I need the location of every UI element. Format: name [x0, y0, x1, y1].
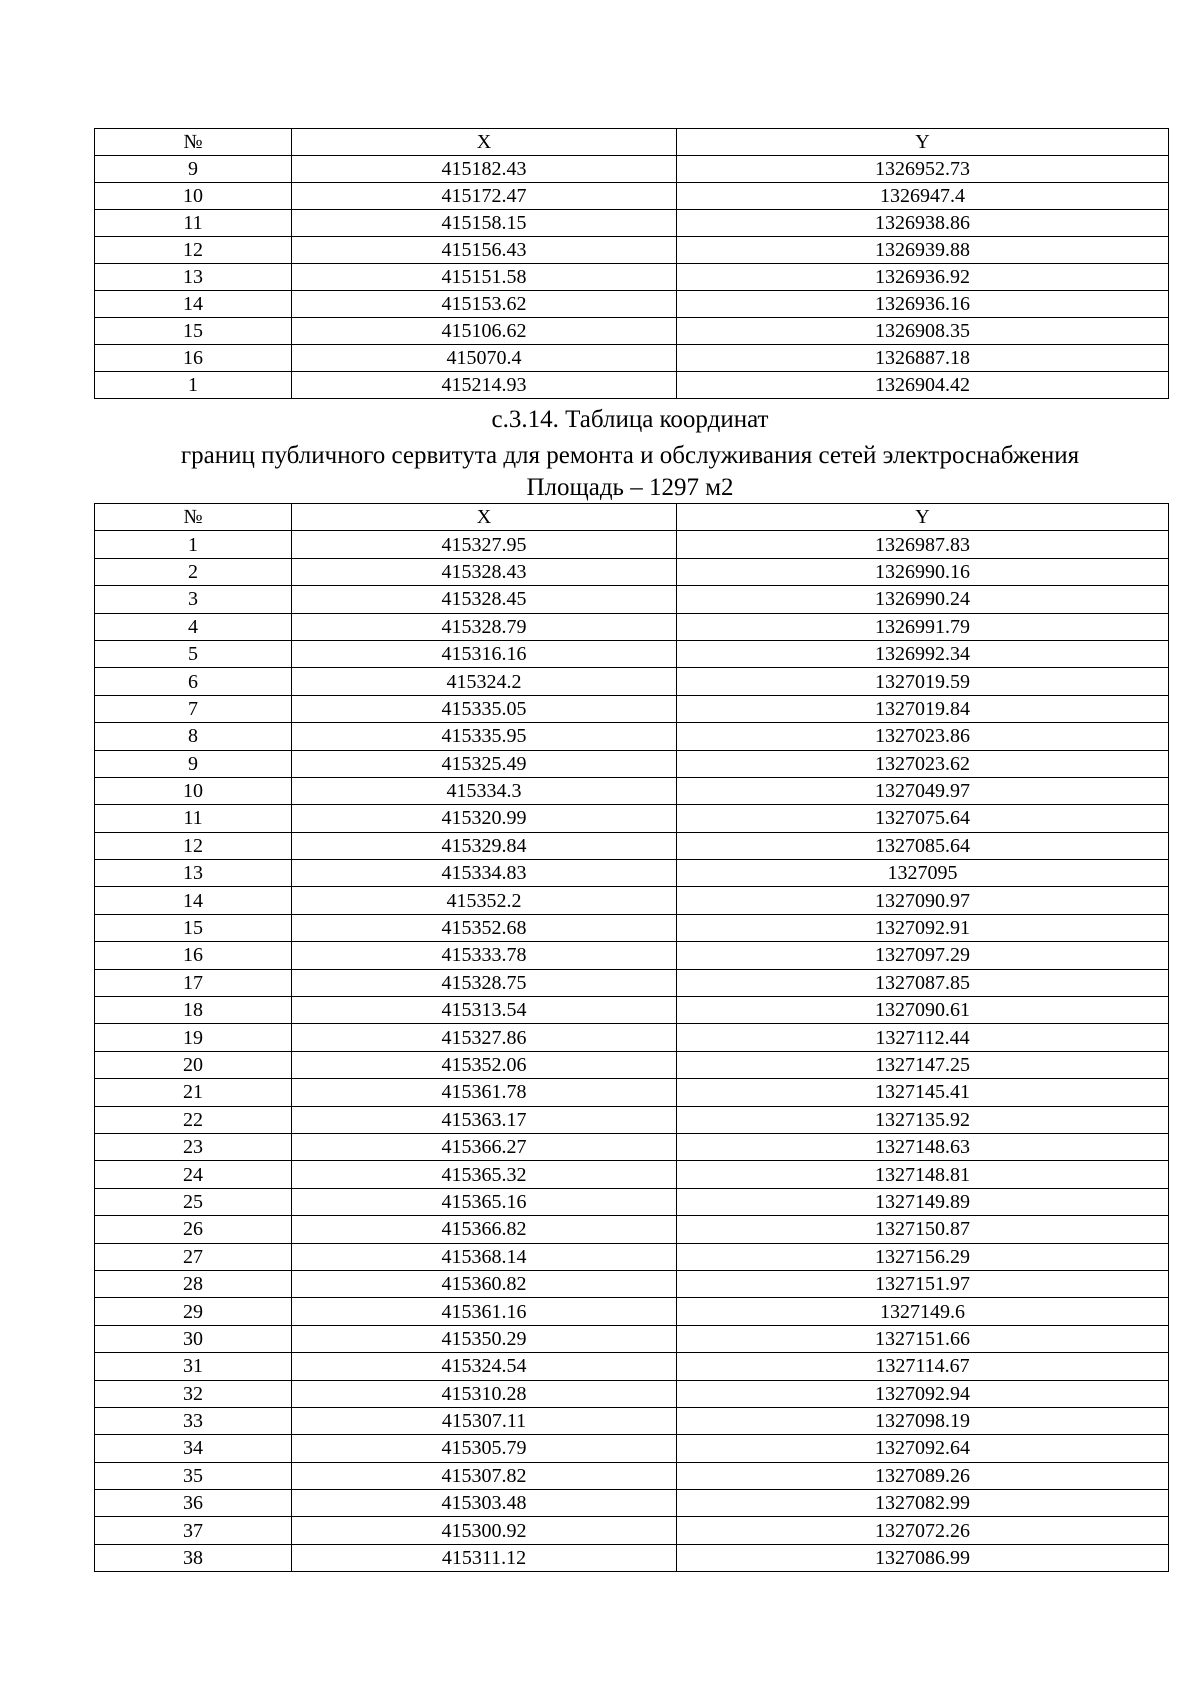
x-coordinate-cell: 415329.84 — [292, 832, 677, 859]
point-number-cell: 22 — [95, 1106, 292, 1133]
table-row — [95, 1106, 1169, 1133]
point-number-cell: 27 — [95, 1243, 292, 1270]
x-coordinate-cell: 415365.32 — [292, 1161, 677, 1188]
point-number-cell: 1 — [95, 531, 292, 558]
point-number-cell: 9 — [95, 156, 292, 183]
table-row — [95, 832, 1169, 859]
table-row — [95, 613, 1169, 640]
y-coordinate-cell: 1327098.19 — [677, 1407, 1169, 1434]
y-coordinate-cell: 1327148.63 — [677, 1133, 1169, 1160]
table-body — [95, 156, 1169, 399]
y-coordinate-cell: 1327147.25 — [677, 1051, 1169, 1078]
x-coordinate-cell: 415182.43 — [292, 156, 677, 183]
x-coordinate-cell: 415328.45 — [292, 586, 677, 613]
y-coordinate-cell: 1327089.26 — [677, 1462, 1169, 1489]
table-row — [95, 942, 1169, 969]
point-number-cell: 23 — [95, 1133, 292, 1160]
x-coordinate-cell: 415324.2 — [292, 668, 677, 695]
y-coordinate-cell: 1327135.92 — [677, 1106, 1169, 1133]
point-number-cell: 13 — [95, 264, 292, 291]
point-number-cell: 3 — [95, 586, 292, 613]
y-coordinate-cell: 1327019.84 — [677, 695, 1169, 722]
y-coordinate-cell: 1327092.94 — [677, 1380, 1169, 1407]
coordinates-table — [94, 503, 1169, 1572]
y-coordinate-cell: 1327149.89 — [677, 1188, 1169, 1215]
point-number-cell: 20 — [95, 1051, 292, 1078]
y-coordinate-cell: 1327087.85 — [677, 969, 1169, 996]
x-coordinate-cell: 415316.16 — [292, 640, 677, 667]
header-number: № — [95, 504, 292, 531]
table-row — [95, 586, 1169, 613]
point-number-cell: 7 — [95, 695, 292, 722]
table-row — [95, 210, 1169, 237]
x-coordinate-cell: 415158.15 — [292, 210, 677, 237]
table-row — [95, 1490, 1169, 1517]
table-row — [95, 1353, 1169, 1380]
x-coordinate-cell: 415310.28 — [292, 1380, 677, 1407]
table-row — [95, 1133, 1169, 1160]
table-row — [95, 1270, 1169, 1297]
y-coordinate-cell: 1327145.41 — [677, 1079, 1169, 1106]
point-number-cell: 29 — [95, 1298, 292, 1325]
x-coordinate-cell: 415366.27 — [292, 1133, 677, 1160]
y-coordinate-cell: 1327049.97 — [677, 777, 1169, 804]
x-coordinate-cell: 415153.62 — [292, 291, 677, 318]
x-coordinate-cell: 415307.11 — [292, 1407, 677, 1434]
table-row — [95, 264, 1169, 291]
y-coordinate-cell: 1326939.88 — [677, 237, 1169, 264]
x-coordinate-cell: 415328.43 — [292, 558, 677, 585]
x-coordinate-cell: 415305.79 — [292, 1435, 677, 1462]
x-coordinate-cell: 415335.95 — [292, 723, 677, 750]
table-row — [95, 372, 1169, 399]
table-row — [95, 1380, 1169, 1407]
point-number-cell: 13 — [95, 860, 292, 887]
table-row — [95, 777, 1169, 804]
y-coordinate-cell: 1326947.4 — [677, 183, 1169, 210]
area-label: Площадь – 1297 м2 — [526, 474, 734, 501]
x-coordinate-cell: 415156.43 — [292, 237, 677, 264]
x-coordinate-cell: 415214.93 — [292, 372, 677, 399]
point-number-cell: 32 — [95, 1380, 292, 1407]
y-coordinate-cell: 1327090.97 — [677, 887, 1169, 914]
point-number-cell: 10 — [95, 183, 292, 210]
y-coordinate-cell: 1326887.18 — [677, 345, 1169, 372]
point-number-cell: 38 — [95, 1544, 292, 1571]
y-coordinate-cell: 1326990.24 — [677, 586, 1169, 613]
point-number-cell: 14 — [95, 887, 292, 914]
x-coordinate-cell: 415070.4 — [292, 345, 677, 372]
x-coordinate-cell: 415324.54 — [292, 1353, 677, 1380]
x-coordinate-cell: 415333.78 — [292, 942, 677, 969]
table-row — [95, 750, 1169, 777]
point-number-cell: 15 — [95, 318, 292, 345]
point-number-cell: 31 — [95, 1353, 292, 1380]
y-coordinate-cell: 1327019.59 — [677, 668, 1169, 695]
table-header-row — [95, 129, 1169, 156]
x-coordinate-cell: 415352.06 — [292, 1051, 677, 1078]
y-coordinate-cell: 1326908.35 — [677, 318, 1169, 345]
point-number-cell: 16 — [95, 345, 292, 372]
point-number-cell: 10 — [95, 777, 292, 804]
table-row — [95, 914, 1169, 941]
y-coordinate-cell: 1327090.61 — [677, 997, 1169, 1024]
y-coordinate-cell: 1327092.91 — [677, 914, 1169, 941]
table-header-row — [95, 504, 1169, 531]
point-number-cell: 28 — [95, 1270, 292, 1297]
table-row — [95, 668, 1169, 695]
x-coordinate-cell: 415172.47 — [292, 183, 677, 210]
header-y: Y — [677, 129, 1169, 156]
y-coordinate-cell: 1327092.64 — [677, 1435, 1169, 1462]
table-body — [95, 531, 1169, 1572]
point-number-cell: 14 — [95, 291, 292, 318]
table-row — [95, 887, 1169, 914]
y-coordinate-cell: 1327095 — [677, 860, 1169, 887]
point-number-cell: 4 — [95, 613, 292, 640]
y-coordinate-cell: 1326992.34 — [677, 640, 1169, 667]
point-number-cell: 37 — [95, 1517, 292, 1544]
x-coordinate-cell: 415334.83 — [292, 860, 677, 887]
point-number-cell: 16 — [95, 942, 292, 969]
table-row — [95, 1243, 1169, 1270]
y-coordinate-cell: 1326987.83 — [677, 531, 1169, 558]
table-row — [95, 695, 1169, 722]
x-coordinate-cell: 415327.95 — [292, 531, 677, 558]
table-row — [95, 1216, 1169, 1243]
y-coordinate-cell: 1326904.42 — [677, 372, 1169, 399]
table-row — [95, 1298, 1169, 1325]
x-coordinate-cell: 415300.92 — [292, 1517, 677, 1544]
table-row — [95, 1407, 1169, 1434]
point-number-cell: 2 — [95, 558, 292, 585]
y-coordinate-cell: 1327086.99 — [677, 1544, 1169, 1571]
table-row — [95, 558, 1169, 585]
point-number-cell: 5 — [95, 640, 292, 667]
table-subtitle: границ публичного сервитута для ремонта и обслуживания сетей электроснабжения — [180, 442, 1080, 469]
table-row — [95, 156, 1169, 183]
point-number-cell: 18 — [95, 997, 292, 1024]
x-coordinate-cell: 415328.75 — [292, 969, 677, 996]
table-row — [95, 723, 1169, 750]
header-x: X — [292, 129, 677, 156]
point-number-cell: 6 — [95, 668, 292, 695]
table-row — [95, 1024, 1169, 1051]
point-number-cell: 11 — [95, 210, 292, 237]
y-coordinate-cell: 1326936.16 — [677, 291, 1169, 318]
table-title: с.3.14. Таблица координат — [491, 406, 769, 433]
x-coordinate-cell: 415335.05 — [292, 695, 677, 722]
table-row — [95, 1161, 1169, 1188]
point-number-cell: 26 — [95, 1216, 292, 1243]
x-coordinate-cell: 415313.54 — [292, 997, 677, 1024]
table-row — [95, 997, 1169, 1024]
point-number-cell: 9 — [95, 750, 292, 777]
y-coordinate-cell: 1326936.92 — [677, 264, 1169, 291]
y-coordinate-cell: 1327097.29 — [677, 942, 1169, 969]
y-coordinate-cell: 1326938.86 — [677, 210, 1169, 237]
point-number-cell: 12 — [95, 832, 292, 859]
point-number-cell: 36 — [95, 1490, 292, 1517]
x-coordinate-cell: 415361.78 — [292, 1079, 677, 1106]
x-coordinate-cell: 415363.17 — [292, 1106, 677, 1133]
table-row — [95, 1188, 1169, 1215]
point-number-cell: 19 — [95, 1024, 292, 1051]
table-row — [95, 1051, 1169, 1078]
table-row — [95, 640, 1169, 667]
y-coordinate-cell: 1327072.26 — [677, 1517, 1169, 1544]
x-coordinate-cell: 415361.16 — [292, 1298, 677, 1325]
y-coordinate-cell: 1327112.44 — [677, 1024, 1169, 1051]
point-number-cell: 1 — [95, 372, 292, 399]
table-row — [95, 805, 1169, 832]
table-row — [95, 1544, 1169, 1571]
x-coordinate-cell: 415360.82 — [292, 1270, 677, 1297]
y-coordinate-cell: 1326952.73 — [677, 156, 1169, 183]
table-row — [95, 345, 1169, 372]
point-number-cell: 24 — [95, 1161, 292, 1188]
point-number-cell: 30 — [95, 1325, 292, 1352]
point-number-cell: 25 — [95, 1188, 292, 1215]
x-coordinate-cell: 415365.16 — [292, 1188, 677, 1215]
table-row — [95, 1079, 1169, 1106]
header-x: X — [292, 504, 677, 531]
x-coordinate-cell: 415151.58 — [292, 264, 677, 291]
y-coordinate-cell: 1327085.64 — [677, 832, 1169, 859]
y-coordinate-cell: 1327148.81 — [677, 1161, 1169, 1188]
point-number-cell: 11 — [95, 805, 292, 832]
y-coordinate-cell: 1327023.86 — [677, 723, 1169, 750]
y-coordinate-cell: 1327151.66 — [677, 1325, 1169, 1352]
table-row — [95, 1462, 1169, 1489]
y-coordinate-cell: 1327149.6 — [677, 1298, 1169, 1325]
x-coordinate-cell: 415307.82 — [292, 1462, 677, 1489]
point-number-cell: 17 — [95, 969, 292, 996]
point-number-cell: 21 — [95, 1079, 292, 1106]
point-number-cell: 8 — [95, 723, 292, 750]
point-number-cell: 35 — [95, 1462, 292, 1489]
x-coordinate-cell: 415328.79 — [292, 613, 677, 640]
y-coordinate-cell: 1327023.62 — [677, 750, 1169, 777]
table-row — [95, 1325, 1169, 1352]
table-row — [95, 969, 1169, 996]
x-coordinate-cell: 415325.49 — [292, 750, 677, 777]
x-coordinate-cell: 415368.14 — [292, 1243, 677, 1270]
x-coordinate-cell: 415320.99 — [292, 805, 677, 832]
x-coordinate-cell: 415106.62 — [292, 318, 677, 345]
header-number: № — [95, 129, 292, 156]
table-row — [95, 318, 1169, 345]
y-coordinate-cell: 1327156.29 — [677, 1243, 1169, 1270]
point-number-cell: 12 — [95, 237, 292, 264]
y-coordinate-cell: 1327075.64 — [677, 805, 1169, 832]
point-number-cell: 15 — [95, 914, 292, 941]
x-coordinate-cell: 415303.48 — [292, 1490, 677, 1517]
x-coordinate-cell: 415334.3 — [292, 777, 677, 804]
x-coordinate-cell: 415352.68 — [292, 914, 677, 941]
y-coordinate-cell: 1326991.79 — [677, 613, 1169, 640]
y-coordinate-cell: 1326990.16 — [677, 558, 1169, 585]
coordinates-table-continued — [94, 128, 1169, 399]
x-coordinate-cell: 415350.29 — [292, 1325, 677, 1352]
table-row — [95, 531, 1169, 558]
x-coordinate-cell: 415366.82 — [292, 1216, 677, 1243]
y-coordinate-cell: 1327151.97 — [677, 1270, 1169, 1297]
point-number-cell: 34 — [95, 1435, 292, 1462]
table-row — [95, 291, 1169, 318]
table-row — [95, 860, 1169, 887]
x-coordinate-cell: 415327.86 — [292, 1024, 677, 1051]
table-row — [95, 1435, 1169, 1462]
table-row — [95, 183, 1169, 210]
point-number-cell: 33 — [95, 1407, 292, 1434]
header-y: Y — [677, 504, 1169, 531]
y-coordinate-cell: 1327150.87 — [677, 1216, 1169, 1243]
y-coordinate-cell: 1327082.99 — [677, 1490, 1169, 1517]
y-coordinate-cell: 1327114.67 — [677, 1353, 1169, 1380]
x-coordinate-cell: 415352.2 — [292, 887, 677, 914]
table-row — [95, 1517, 1169, 1544]
table-row — [95, 237, 1169, 264]
x-coordinate-cell: 415311.12 — [292, 1544, 677, 1571]
